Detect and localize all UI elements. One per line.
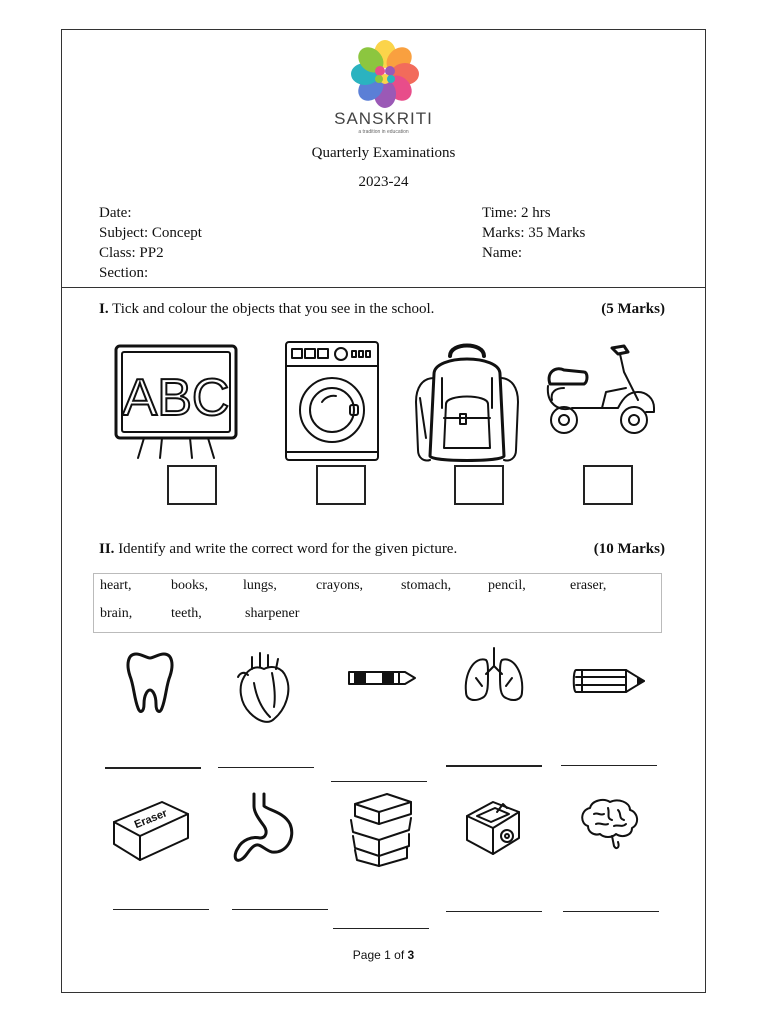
- answer-line-eraser[interactable]: [113, 909, 209, 910]
- answer-line-sharpener[interactable]: [446, 911, 542, 912]
- section1-marks: (5 Marks): [601, 301, 665, 317]
- word-stomach: stomach,: [401, 578, 452, 593]
- exam-details-left: [99, 203, 202, 283]
- marks-field: Marks: 35 Marks: [482, 225, 586, 241]
- tick-box-blackboard[interactable]: [167, 465, 217, 505]
- section2-number: II.: [99, 541, 115, 557]
- exam-page: [61, 29, 706, 993]
- brain-icon: [578, 796, 640, 854]
- stomach-icon: [232, 792, 302, 864]
- word-crayons: crayons,: [316, 578, 364, 593]
- section2-instruction: [99, 541, 457, 558]
- answer-line-stomach[interactable]: [232, 909, 328, 910]
- books-icon: [345, 790, 417, 866]
- eraser-label: Eraser: [132, 807, 170, 832]
- tick-box-school-bag[interactable]: [454, 465, 504, 505]
- answer-line-heart[interactable]: [218, 767, 314, 768]
- blackboard-icon: [100, 340, 252, 460]
- answer-line-books[interactable]: [333, 928, 429, 929]
- exam-details-right: [482, 203, 585, 263]
- scooter-icon: [542, 342, 658, 438]
- word-bank: [93, 573, 662, 633]
- answer-line-pencil[interactable]: [561, 765, 657, 766]
- answer-line-crayon[interactable]: [331, 781, 427, 782]
- section-field: Section:: [99, 265, 149, 281]
- page-total: 3: [407, 948, 415, 962]
- school-bag-icon: [412, 338, 522, 466]
- time-field: Time: 2 hrs: [482, 205, 551, 221]
- pencil-icon: [572, 666, 648, 696]
- word-sharpener: sharpener: [245, 606, 300, 621]
- answer-line-lungs[interactable]: [446, 765, 542, 767]
- word-teeth: teeth,: [171, 606, 202, 621]
- section1-number: I.: [99, 301, 109, 317]
- answer-line-tooth[interactable]: [105, 767, 201, 769]
- word-books: books,: [171, 578, 208, 593]
- brand-name: SANSKRITI: [334, 109, 433, 128]
- date-field: Date:: [99, 205, 132, 221]
- page-current: 1: [384, 948, 391, 962]
- section2-marks: (10 Marks): [593, 541, 665, 557]
- subject-field: Subject: Concept: [99, 225, 202, 241]
- tooth-icon: [126, 650, 174, 714]
- class-field: Class: PP2: [99, 245, 164, 261]
- crayon-icon: [347, 668, 417, 688]
- eraser-icon: [110, 792, 192, 862]
- tick-box-washing-machine[interactable]: [316, 465, 366, 505]
- word-lungs: lungs,: [243, 578, 277, 593]
- word-brain: brain,: [100, 606, 133, 621]
- section1-text: Tick and colour the objects that you see in the school.: [112, 301, 435, 317]
- page-of: of: [394, 948, 405, 962]
- brand-tagline: a tradition in education: [358, 129, 409, 135]
- page-number: [62, 948, 705, 962]
- section2-text: Identify and write the correct word for the given picture.: [118, 541, 458, 557]
- board-text: ABC: [122, 369, 230, 427]
- washing-machine-icon: [284, 340, 380, 462]
- heart-icon: [234, 647, 296, 727]
- exam-year: 2023-24: [358, 174, 409, 190]
- word-heart: heart,: [100, 578, 132, 593]
- exam-title: Quarterly Examinations: [311, 145, 456, 161]
- section1-instruction: [99, 301, 434, 318]
- lungs-icon: [462, 646, 526, 706]
- name-field: Name:: [482, 245, 522, 261]
- header-divider: [62, 287, 705, 288]
- sanskriti-flower-logo-icon: [344, 40, 426, 110]
- word-eraser: eraser,: [570, 578, 607, 593]
- tick-box-scooter[interactable]: [583, 465, 633, 505]
- page-prefix: Page: [352, 948, 381, 962]
- sharpener-icon: [463, 794, 525, 860]
- answer-line-brain[interactable]: [563, 911, 659, 912]
- word-pencil: pencil,: [488, 578, 526, 593]
